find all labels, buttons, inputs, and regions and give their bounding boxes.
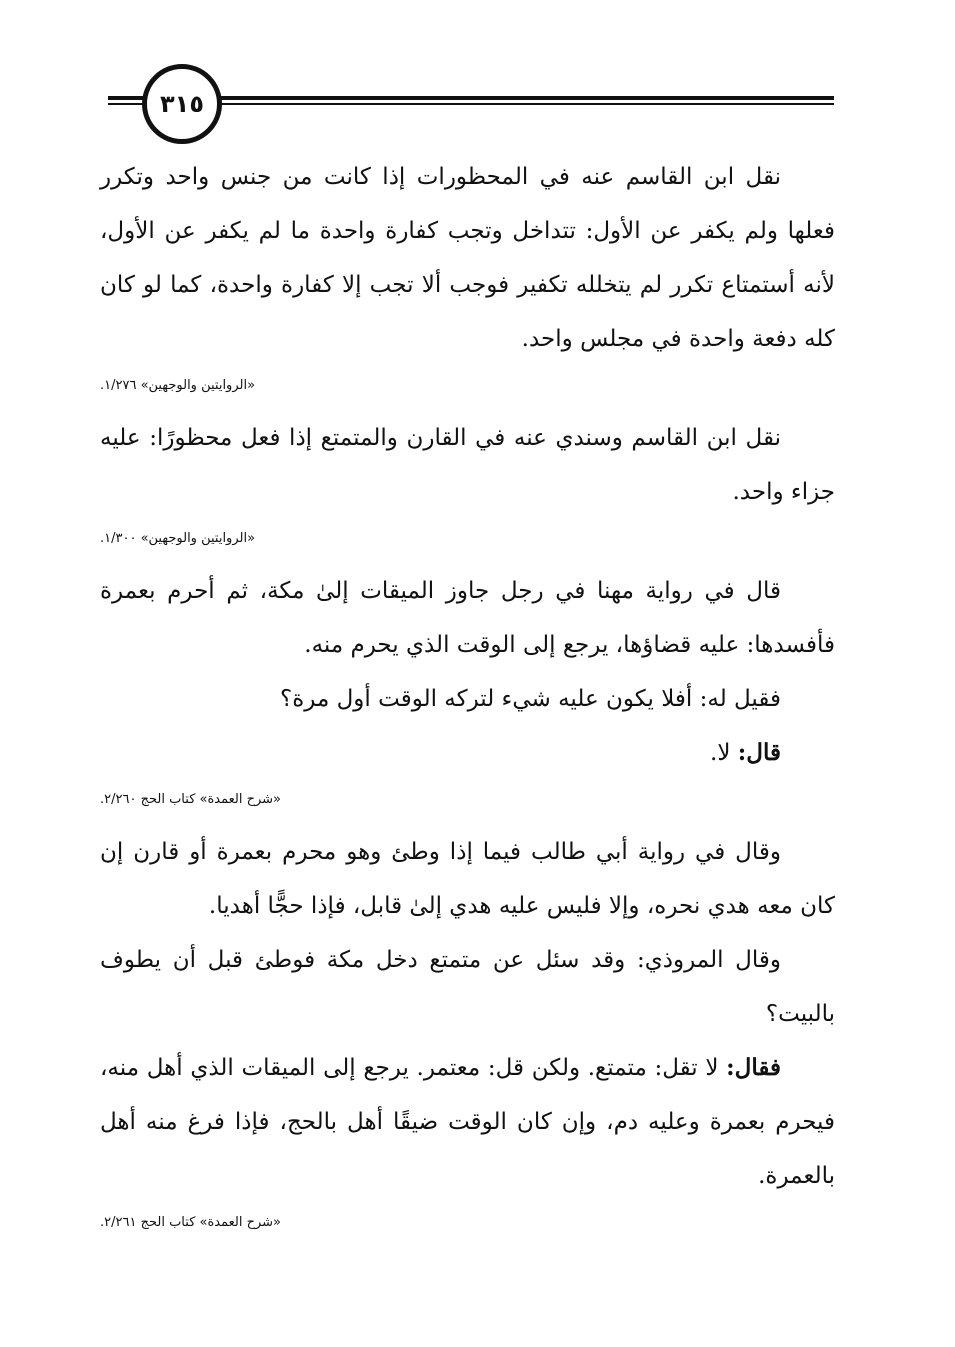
source-citation: «الروايتين والوجهين» ١/٢٧٦.	[100, 378, 256, 393]
text-block-2	[100, 411, 835, 546]
paragraph: نقل ابن القاسم وسندي عنه في القارن والمتمتع إذا فعل محظورًا: عليه جزاء واحد.	[100, 425, 835, 505]
page-body	[100, 150, 835, 1248]
paragraph: قال في رواية مهنا في رجل جاوز الميقات إلىٰ مكة، ثم أحرم بعمرة فأفسدها: عليه قضاؤها، يرجع إلى الوقت الذي يحرم منه.	[100, 578, 835, 658]
answer-paragraph	[100, 1041, 835, 1203]
answer-label: قال:	[737, 739, 781, 766]
text-block-1	[100, 150, 835, 393]
page-header	[108, 62, 834, 142]
answer-label: فقال:	[726, 1054, 781, 1081]
source-citation: «الروايتين والوجهين» ١/٣٠٠.	[100, 531, 256, 546]
text-block-4	[100, 825, 835, 1230]
answer-text: لا تقل: متمتع. ولكن قل: معتمر. يرجع إلى الميقات الذي أهل منه، فيحرم بعمرة وعليه دم، وإن كان الوقت ضيقًا أهل بالحج، فإذا فرغ منه أهل بالعمرة.	[100, 1055, 835, 1189]
answer-paragraph	[100, 726, 835, 780]
answer-text: لا.	[710, 740, 738, 766]
paragraph: نقل ابن القاسم عنه في المحظورات إذا كانت من جنس واحد وتكرر فعلها ولم يكفر عن الأول: تتداخل وتجب كفارة واحدة ما لم يكفر عن الأول، لأنه أستمتاع تكرر لم يتخلله تكفير فوجب ألا تجب إلا كفارة واحدة، كما لو كان كله دفعة واحدة في مجلس واحد.	[100, 164, 835, 352]
source-citation: «شرح العمدة» كتاب الحج ٢/٢٦١.	[100, 1215, 282, 1230]
paragraph: وقال في رواية أبي طالب فيما إذا وطئ وهو محرم بعمرة أو قارن إن كان معه هدي نحره، وإلا فليس عليه هدي إلىٰ قابل، فإذا حجًّا أهديا.	[100, 839, 835, 919]
page-number: ٣١٥	[142, 64, 222, 144]
source-citation: «شرح العمدة» كتاب الحج ٢/٢٦٠.	[100, 792, 282, 807]
text-block-3	[100, 564, 835, 807]
paragraph: وقال المروذي: وقد سئل عن متمتع دخل مكة فوطئ قبل أن يطوف بالبيت؟	[100, 947, 835, 1027]
paragraph: فقيل له: أفلا يكون عليه شيء لتركه الوقت أول مرة؟	[280, 686, 781, 712]
